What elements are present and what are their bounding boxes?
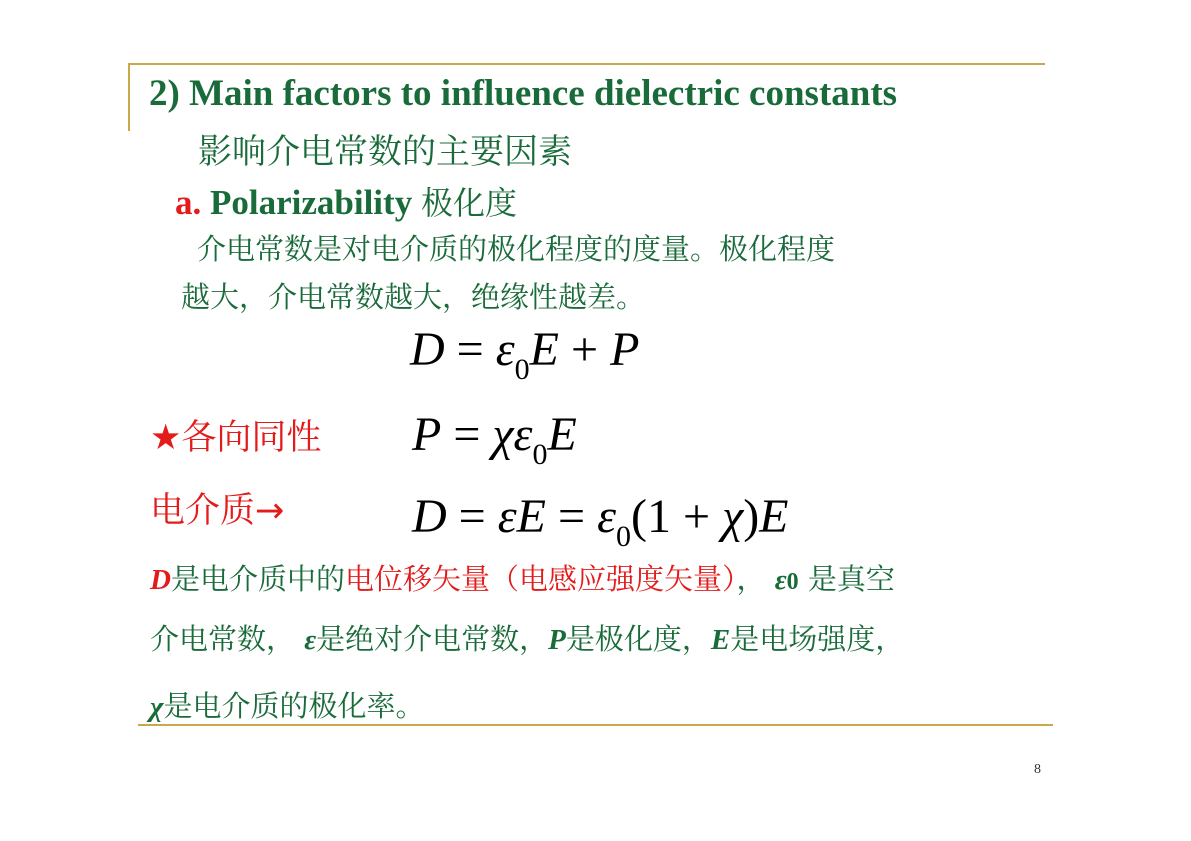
- eq2-lhs: P: [412, 408, 442, 461]
- subheading-cn: 极化度: [420, 184, 517, 222]
- note-eps0-sub: 0: [786, 569, 799, 595]
- eq3-plus: +: [682, 490, 711, 543]
- eq1-rhs: P: [610, 323, 640, 376]
- note-p-symbol: P: [548, 624, 566, 656]
- eq2-eps: ε: [513, 408, 533, 461]
- label-isotropic: ★各向同性: [150, 418, 322, 458]
- paragraph-line-1: 介电常数是对电介质的极化程度的度量。极化程度: [197, 232, 836, 266]
- heading-en: 2) Main factors to influence dielectric constants: [149, 73, 898, 114]
- eq2-var: E: [547, 408, 577, 461]
- eq3-var: E: [516, 490, 546, 543]
- label-dielectric: 电介质→: [150, 491, 285, 531]
- eq3-one: 1: [646, 490, 671, 543]
- equation-displacement: [410, 322, 639, 387]
- eq3-equals-1: =: [458, 490, 486, 543]
- top-rule: [129, 63, 1045, 65]
- note-p-text: 是极化度，: [565, 622, 711, 656]
- eq2-sub: 0: [532, 438, 548, 471]
- paragraph-line-2: 越大，介电常数越大，绝缘性越差。: [181, 280, 646, 314]
- note-e-symbol: E: [710, 624, 731, 656]
- note-line-1: [150, 557, 895, 598]
- eq1-plus: +: [571, 323, 599, 376]
- heading-cn: 影响介电常数的主要因素: [198, 132, 572, 172]
- eq1-lhs: D: [410, 323, 445, 376]
- page-number: 8: [1034, 762, 1041, 777]
- note-sep: ，: [736, 562, 766, 596]
- subheading-marker: a.: [175, 183, 202, 222]
- note-eps0-text: 是真空: [798, 562, 895, 596]
- subheading-en: Polarizability: [210, 183, 413, 222]
- note-line2-start: 介电常数，: [150, 622, 296, 656]
- left-rule: [128, 63, 130, 131]
- equation-permittivity: [412, 489, 789, 554]
- bottom-rule: [138, 724, 1053, 726]
- eq2-chi: χ: [492, 408, 514, 461]
- eq1-equals: =: [456, 323, 484, 376]
- note-d-text: 是电介质中的: [170, 562, 345, 596]
- subheading: [175, 178, 517, 224]
- eq3-lhs: D: [412, 490, 447, 543]
- eq3-paren-open: (: [631, 490, 647, 543]
- eq3-eps: ε: [497, 490, 517, 543]
- eq3-sub: 0: [616, 520, 631, 553]
- equation-polarization: [412, 407, 577, 472]
- note-e-text: 是电场强度，: [730, 622, 905, 656]
- note-d-symbol: D: [150, 564, 171, 596]
- eq1-sub: 0: [514, 353, 530, 386]
- eq3-paren-close: ): [743, 490, 760, 543]
- note-line-2: [150, 617, 904, 658]
- note-chi-symbol: χ: [150, 691, 164, 723]
- note-line-3: [150, 684, 425, 725]
- eq3-eps0: ε: [597, 490, 616, 543]
- eq3-equals-2: =: [558, 490, 586, 543]
- note-chi-text: 是电介质的极化率。: [163, 689, 425, 723]
- note-eps0-symbol: ε: [774, 564, 787, 596]
- note-eps-symbol: ε: [304, 624, 317, 656]
- eq1-var: E: [529, 323, 559, 376]
- eq2-equals: =: [453, 408, 481, 461]
- eq3-chi: χ: [722, 490, 744, 543]
- eq1-eps: ε: [495, 323, 515, 376]
- note-eps-text: 是绝对介电常数，: [316, 622, 549, 656]
- eq3-var2: E: [759, 490, 789, 543]
- note-d-term: 电位移矢量（电感应强度矢量）: [344, 562, 737, 596]
